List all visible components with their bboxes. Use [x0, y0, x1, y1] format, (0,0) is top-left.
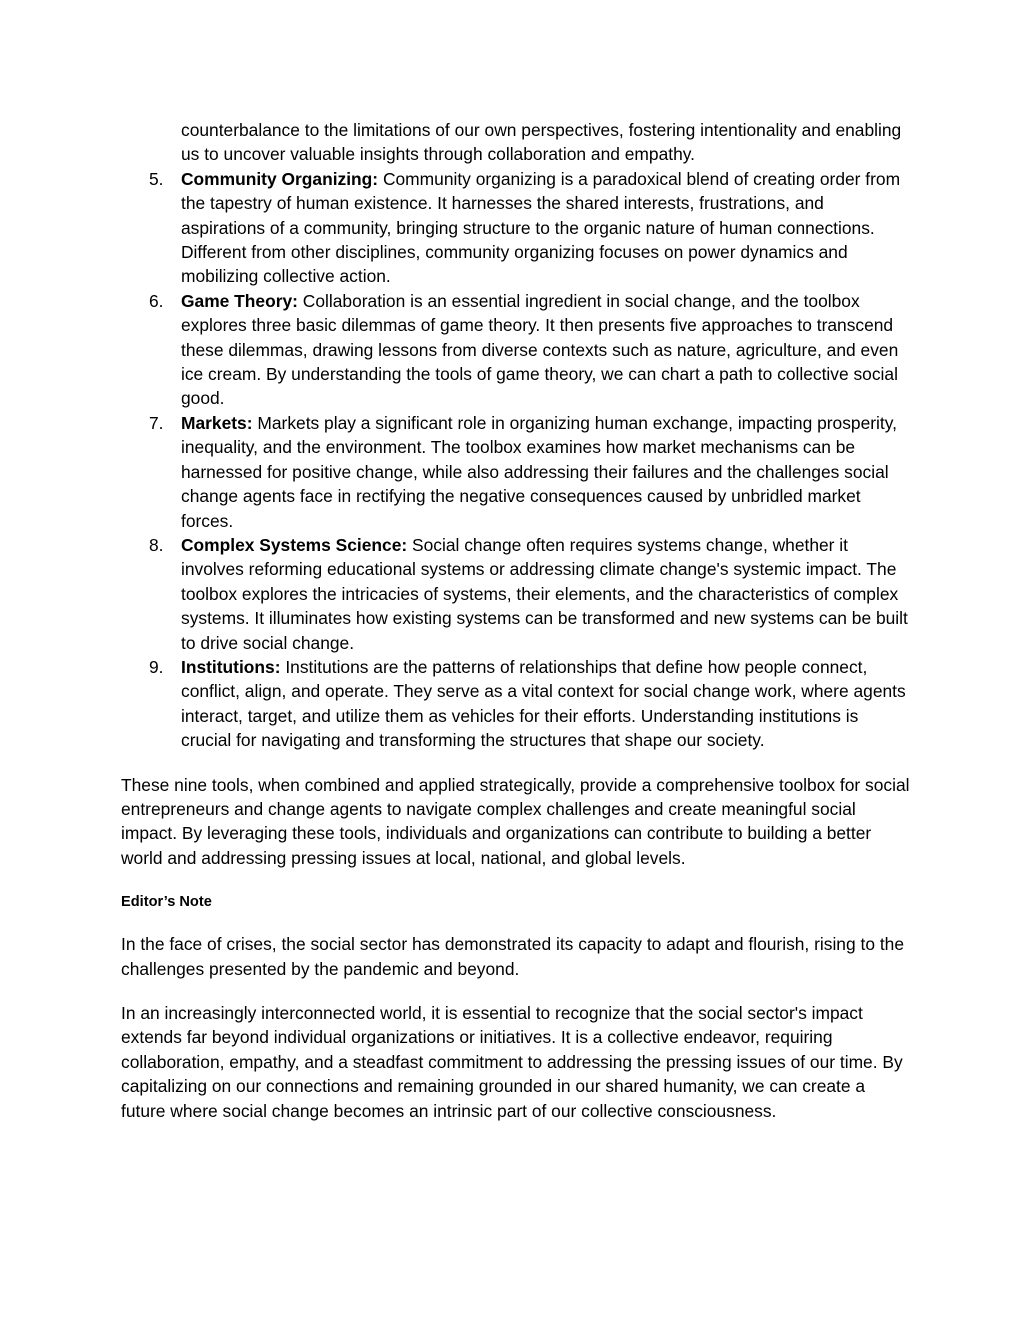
- list-item-community-organizing: [121, 167, 911, 289]
- list-item-continuation: counterbalance to the limitations of our own perspectives, fostering intentionality and enabling us to uncover valuable insights through collaboration and empathy.: [181, 120, 902, 165]
- list-item-markets: [121, 411, 911, 533]
- list-item-title: Institutions:: [181, 656, 281, 677]
- list-item-number: 7.: [149, 412, 164, 433]
- list-item-text: Markets play a significant role in organizing human exchange, impacting prosperity, inequality, and the environment. The toolbox examines how market mechanisms can be harnessed for positive change, while also addressing their failures and the challenges social change agents face in rectifying the negative consequences caused by unbridled market forces.: [181, 412, 897, 531]
- document-page: [121, 118, 911, 1123]
- list-item-number: 5.: [149, 168, 164, 189]
- list-item-complex-systems-science: [121, 533, 911, 655]
- editors-note-paragraph: In the face of crises, the social sector has demonstrated its capacity to adapt and flourish, rising to the challenges presented by the pandemic and beyond.: [121, 934, 904, 979]
- list-item-title: Community Organizing:: [181, 168, 379, 189]
- list-item-title: Game Theory:: [181, 290, 298, 311]
- list-item-number: 8.: [149, 534, 164, 555]
- list-item-game-theory: [121, 289, 911, 411]
- list-item-text: Social change often requires systems change, whether it involves reforming educational systems or addressing climate change's systemic impact. The toolbox explores the intricacies of systems, their elements, and the characteristics of complex systems. It illuminates how existing systems can be transformed and new systems can be built to drive social change.: [181, 534, 908, 653]
- list-item-text: Community organizing is a paradoxical blend of creating order from the tapestry of human existence. It harnesses the shared interests, frustrations, and aspirations of a community, bringing structure to the organic nature of human connections. Different from other disciplines, community organizing focuses on power dynamics and mobilizing collective action.: [181, 168, 901, 287]
- list-item-number: 9.: [149, 656, 164, 677]
- list-item-title: Markets:: [181, 412, 253, 433]
- section-heading-editors-note: Editor’s Note: [121, 894, 212, 911]
- summary-paragraph: These nine tools, when combined and applied strategically, provide a comprehensive toolbox for social entrepreneurs and change agents to navigate complex challenges and create meaningful social impact. By leveraging these tools, individuals and organizations can contribute to building a better world and addressing pressing issues at local, national, and global levels.: [121, 774, 910, 868]
- editors-note-paragraph: In an increasingly interconnected world, it is essential to recognize that the social sector's impact extends far beyond individual organizations or initiatives. It is a collective endeavor, requiring collaboration, empathy, and a steadfast commitment to addressing the pressing issues of our time. By capitalizing on our connections and remaining grounded in our shared humanity, we can create a future where social change becomes an intrinsic part of our collective consciousness.: [121, 1003, 903, 1121]
- list-item-number: 6.: [149, 290, 164, 311]
- list-item-text: Institutions are the patterns of relationships that define how people connect, conflict, align, and operate. They serve as a vital context for social change work, where agents interact, target, and utilize them as vehicles for their efforts. Understanding institutions is crucial for navigating and transforming the structures that shape our society.: [181, 656, 906, 751]
- list-item-text: Collaboration is an essential ingredient in social change, and the toolbox explores three basic dilemmas of game theory. It then presents five approaches to transcend these dilemmas, drawing lessons from diverse contexts such as nature, agriculture, and even ice cream. By understanding the tools of game theory, we can chart a path to collective social good.: [181, 290, 899, 409]
- list-item-institutions: [121, 655, 911, 753]
- list-item-title: Complex Systems Science:: [181, 534, 408, 555]
